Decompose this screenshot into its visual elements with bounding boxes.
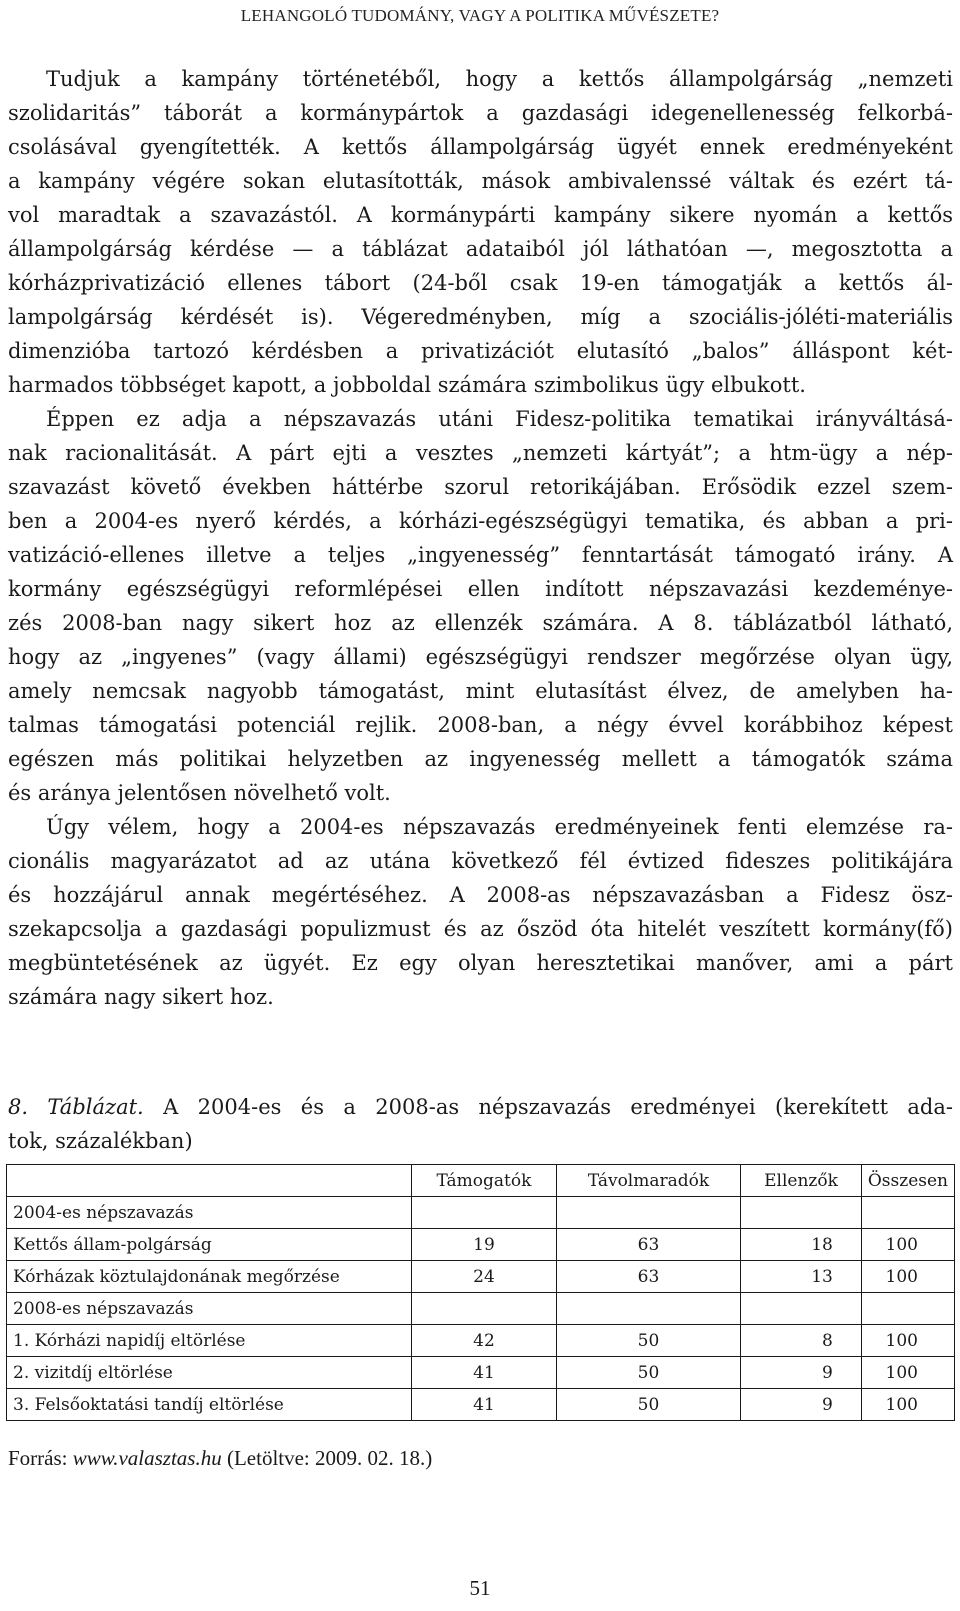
body-line: vol maradtak a szavazástól. A kormánypárti kampány sikere nyomán a kettős	[8, 203, 953, 227]
table-cell: 100	[861, 1261, 954, 1293]
table-cell: 100	[861, 1357, 954, 1389]
table-caption-line	[8, 1090, 953, 1124]
table-cell: 2008-es népszavazás	[7, 1293, 412, 1325]
source-suffix: (Letöltve: 2009. 02. 18.)	[221, 1446, 433, 1470]
table-caption-line: tok, százalékban)	[8, 1129, 193, 1153]
table-cell	[556, 1293, 740, 1325]
body-line: Tudjuk a kampány történetéből, hogy a kettős állampolgárság „nemzeti	[46, 67, 953, 91]
table-cell	[861, 1293, 954, 1325]
table-row	[7, 1261, 955, 1293]
table-header-cell: Összesen	[861, 1165, 954, 1197]
table-cell: 13	[741, 1261, 862, 1293]
body-line: szekapcsolja a gazdasági populizmust és az őszöd óta hitelét veszített kormány(fő)	[8, 917, 953, 941]
table-header-cell: Ellenzők	[741, 1165, 862, 1197]
results-table	[6, 1164, 955, 1421]
table-cell: 63	[556, 1261, 740, 1293]
body-line: vatizáció-ellenes illetve a teljes „ingyenesség” fenntartását támogató irány. A	[8, 543, 953, 567]
table-cell: Kettős állam-polgárság	[7, 1229, 412, 1261]
table-header-cell: Távolmaradók	[556, 1165, 740, 1197]
table-caption-text: A 2004-es és a 2008-as népszavazás eredményei (kerekített ada-	[143, 1095, 953, 1119]
body-line: szavazást követő években háttérbe szorul retorikájában. Erősödik ezzel szem-	[8, 475, 953, 499]
table-cell: 100	[861, 1325, 954, 1357]
table-cell: 50	[556, 1357, 740, 1389]
table-cell: 63	[556, 1229, 740, 1261]
table-cell: 1. Kórházi napidíj eltörlése	[7, 1325, 412, 1357]
table-cell: 24	[412, 1261, 557, 1293]
source-prefix: Forrás:	[8, 1446, 73, 1470]
body-line: és aránya jelentősen növelhető volt.	[8, 781, 391, 805]
body-text	[8, 62, 953, 1014]
body-line: kórházprivatizáció ellenes tábort (24-ből csak 19-en támogatják a kettős ál-	[8, 271, 953, 295]
table-header-cell	[7, 1165, 412, 1197]
page-number: 51	[469, 1576, 491, 1600]
table-cell: 9	[741, 1389, 862, 1421]
table-row	[7, 1357, 955, 1389]
table-cell: 9	[741, 1357, 862, 1389]
running-head: LEHANGOLÓ TUDOMÁNY, VAGY A POLITIKA MŰVÉSZETE?	[240, 6, 720, 25]
table-cell: 50	[556, 1389, 740, 1421]
table-cell: 100	[861, 1389, 954, 1421]
body-line: talmas támogatási potenciál rejlik. 2008-ban, a négy évvel korábbihoz képest	[8, 713, 953, 737]
source-note	[8, 1446, 432, 1471]
body-line: Úgy vélem, hogy a 2004-es népszavazás eredményeinek fenti elemzése ra-	[46, 815, 953, 839]
body-line: amely nemcsak nagyobb támogatást, mint elutasítást élvez, de amelyben ha-	[8, 679, 953, 703]
table-cell: 100	[861, 1229, 954, 1261]
table-cell: 18	[741, 1229, 862, 1261]
table-row	[7, 1229, 955, 1261]
table-header-row	[7, 1165, 955, 1197]
table-cell: 50	[556, 1325, 740, 1357]
body-line: számára nagy sikert hoz.	[8, 985, 274, 1009]
table-row	[7, 1293, 955, 1325]
table-cell: 42	[412, 1325, 557, 1357]
body-line: csolásával gyengítették. A kettős állampolgárság ügyét ennek eredményeként	[8, 135, 953, 159]
table-cell: 41	[412, 1357, 557, 1389]
body-line: zés 2008-ban nagy sikert hoz az ellenzék számára. A 8. táblázatból látható,	[8, 611, 953, 635]
table-header-cell: Támogatók	[412, 1165, 557, 1197]
table-cell	[412, 1197, 557, 1229]
body-line: dimenzióba tartozó kérdésben a privatizációt elutasító „balos” álláspont két-	[8, 339, 953, 363]
body-line: állampolgárság kérdése — a táblázat adataiból jól láthatóan —, megosztotta a	[8, 237, 953, 261]
table-cell: 3. Felsőoktatási tandíj eltörlése	[7, 1389, 412, 1421]
table-cell: Kórházak köztulajdonának megőrzése	[7, 1261, 412, 1293]
table-row	[7, 1325, 955, 1357]
table-cell	[861, 1197, 954, 1229]
table-cell: 8	[741, 1325, 862, 1357]
body-line: kormány egészségügyi reformlépései ellen indított népszavazási kezdeményе-	[8, 577, 953, 601]
table-cell: 2004-es népszavazás	[7, 1197, 412, 1229]
body-line: megbüntetésének az ügyét. Ez egy olyan heresztetikai manőver, ami a párt	[8, 951, 953, 975]
table-cell	[741, 1197, 862, 1229]
body-line: cionális magyarázatot ad az utána következő fél évtized fideszes politikájára	[8, 849, 953, 873]
table-cell: 41	[412, 1389, 557, 1421]
body-line: ben a 2004-es nyerő kérdés, a kórházi-egészségügyi tematika, és abban a pri-	[8, 509, 953, 533]
body-line: harmados többséget kapott, a jobboldal számára szimbolikus ügy elbukott.	[8, 373, 806, 397]
table-caption	[8, 1090, 953, 1158]
table-row	[7, 1197, 955, 1229]
body-line: nak racionalitását. A párt ejti a vesztes „nemzeti kártyát”; a htm-ügy a nép-	[8, 441, 953, 465]
table-cell	[556, 1197, 740, 1229]
body-line: szolidaritás” táborát a kormánypártok a gazdasági idegenellenesség felkorbá-	[8, 101, 953, 125]
body-line: egészen más politikai helyzetben az ingyenesség mellett a támogatók száma	[8, 747, 953, 771]
table-cell	[741, 1293, 862, 1325]
body-line: a kampány végére sokan elutasították, mások ambivalenssé váltak és ezért tá-	[8, 169, 953, 193]
body-line: és hozzájárul annak megértéséhez. A 2008-as népszavazásban a Fidesz ösz-	[8, 883, 953, 907]
body-line: lampolgárság kérdését is). Végeredményben, míg a szociális-jóléti-materiális	[8, 305, 953, 329]
body-line: hogy az „ingyenes” (vagy állami) egészségügyi rendszer megőrzése olyan ügy,	[8, 645, 953, 669]
table-row	[7, 1389, 955, 1421]
body-line: Éppen ez adja a népszavazás utáni Fidesz-politika tematikai irányváltásá-	[46, 407, 953, 431]
table-cell: 19	[412, 1229, 557, 1261]
table-cell: 2. vizitdíj eltörlése	[7, 1357, 412, 1389]
table-caption-label: 8. Táblázat.	[8, 1095, 144, 1119]
table-cell	[412, 1293, 557, 1325]
source-url: www.valasztas.hu	[72, 1446, 222, 1470]
